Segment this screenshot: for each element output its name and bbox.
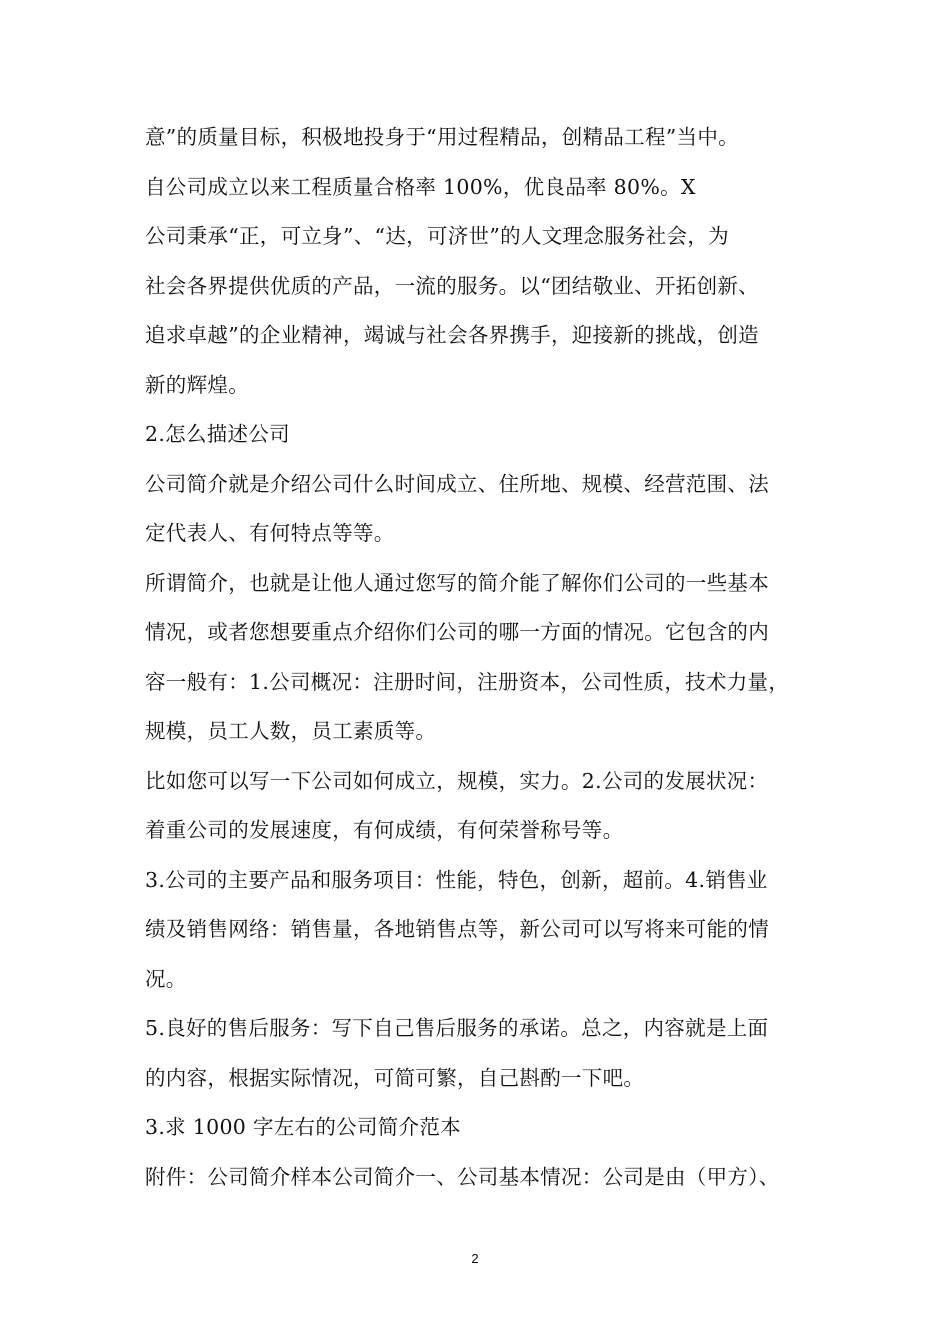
body-text [145,113,815,1202]
text-line: 况。 [145,966,187,991]
text-line: 比如您可以写一下公司如何成立，规模，实力。2.公司的发展状况： [145,768,769,793]
section-heading: 3.求 1000 字左右的公司简介范本 [145,1115,461,1139]
text-line: 新的辉煌。 [145,372,249,397]
section-heading: 2.怎么描述公司 [145,422,290,446]
text-line: 绩及销售网络：销售量，各地销售点等，新公司可以写将来可能的情 [145,917,769,941]
text-line: 着重公司的发展速度，有何成绩，有何荣誉称号等。 [145,818,624,842]
text-line: 3.公司的主要产品和服务项目：性能，特色，创新，超前。4.销售业 [145,867,768,892]
page-number: 2 [471,1251,479,1266]
text-line: 规模，员工人数，员工素质等。 [145,719,437,743]
text-line: 容一般有：1.公司概况：注册时间，注册资本，公司性质，技术力量， [145,669,790,694]
text-line: 情况，或者您想要重点介绍你们公司的哪一方面的情况。它包含的内 [145,620,769,644]
text-line: 5.良好的售后服务：写下自己售后服务的承诺。总之，内容就是上面 [145,1016,769,1040]
text-line: 公司秉承“正，可立身”、“达，可济世”的人文理念服务社会，为 [145,224,729,248]
text-line: 所谓简介，也就是让他人通过您写的简介能了解你们公司的一些基本 [145,570,769,595]
text-line: 追求卓越”的企业精神，竭诚与社会各界携手，迎接新的挑战，创造 [145,323,759,347]
text-line: 的内容，根据实际情况，可简可繁，自己斟酌一下吧。 [145,1065,645,1090]
text-line: 定代表人、有何特点等等。 [145,521,395,545]
text-line: 社会各界提供优质的产品，一流的服务。以“团结敬业、开拓创新、 [145,273,759,298]
text-line: 意”的质量目标，积极地投身于“用过程精品，创精品工程”当中。 [145,125,739,149]
text-line: 公司简介就是介绍公司什么时间成立、住所地、规模、经营范围、法 [145,471,769,496]
text-line: 附件：公司简介样本公司简介一、公司基本情况：公司是由（甲方）、 [145,1164,780,1189]
text-line: 自公司成立以来工程质量合格率 100%，优良品率 80%。X [145,174,696,199]
